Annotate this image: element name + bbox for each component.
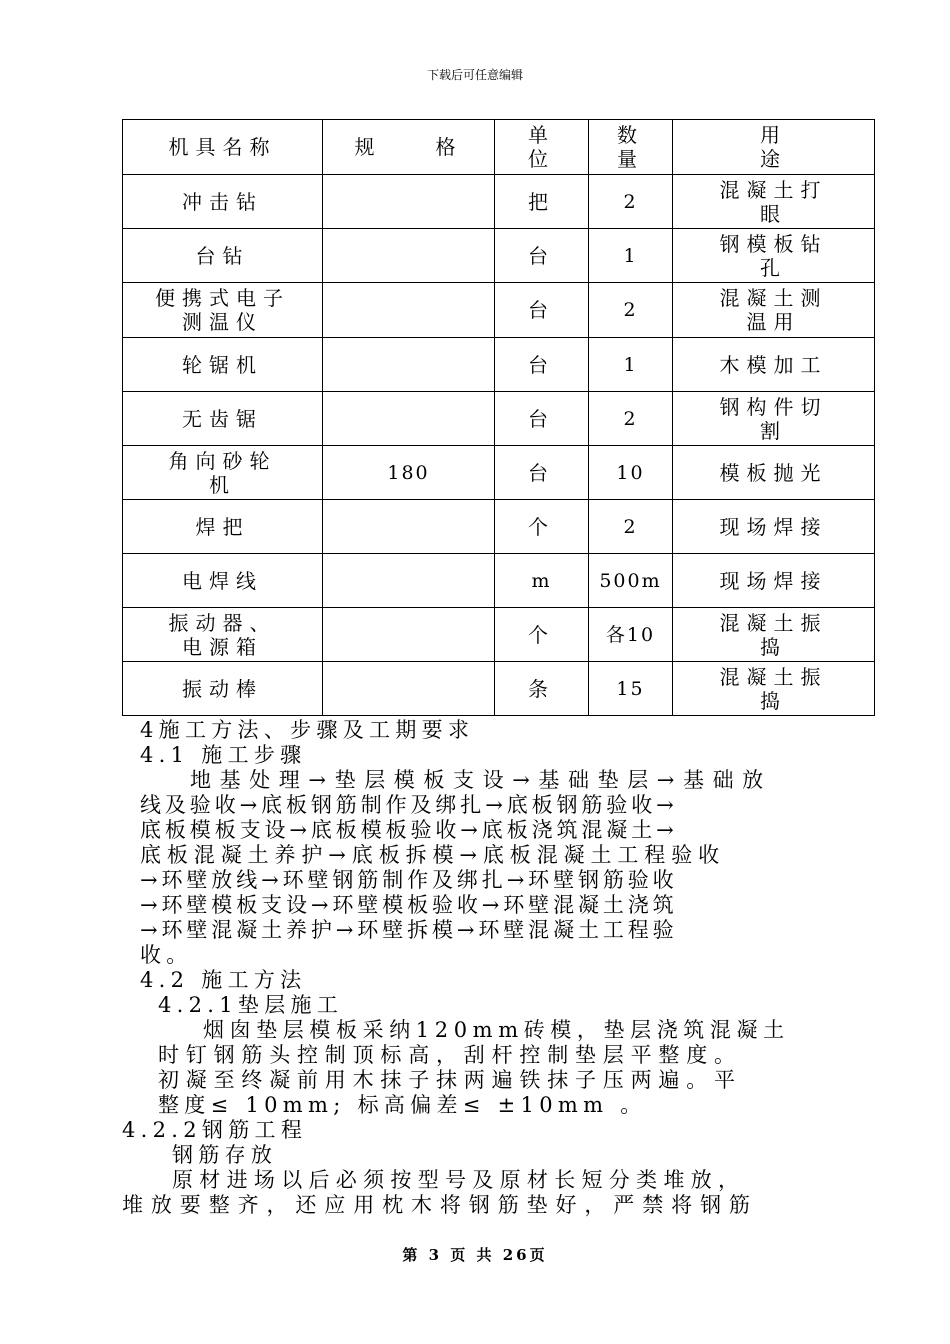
- spec-cell: [323, 283, 495, 338]
- paragraph-line: 时钉钢筋头控制顶标高，刮杆控制垫层平整度。: [158, 1043, 742, 1067]
- use-cell: 现场焊接: [673, 554, 875, 608]
- table-header-row: [123, 120, 875, 175]
- spec-cell: [323, 392, 495, 446]
- header-qty-cell: 数 量: [589, 120, 673, 175]
- use-cell: 混凝土打 眼: [673, 175, 875, 229]
- use-cell: 混凝土振 捣: [673, 662, 875, 716]
- table-row: [123, 175, 875, 229]
- qty-cell: 各10: [589, 608, 673, 662]
- paragraph-line: 地基处理→垫层模板支设→基础垫层→基础放: [190, 768, 772, 792]
- name-cell: 冲击钻: [123, 175, 323, 229]
- unit-cell: 个: [495, 500, 589, 554]
- table-row: [123, 283, 875, 338]
- paragraph-line: 收。: [140, 943, 193, 967]
- table-row: [123, 608, 875, 662]
- page-footer: 第 3 页 共 26页: [402, 1246, 548, 1264]
- unit-cell: 台: [495, 229, 589, 283]
- table-row: [123, 338, 875, 392]
- table-row: [123, 446, 875, 500]
- spec-cell: [323, 500, 495, 554]
- paragraph-line: 初凝至终凝前用木抹子抹两遍铁抹子压两遍。平: [158, 1068, 742, 1092]
- use-cell: 模板抛光: [673, 446, 875, 500]
- use-cell: 木模加工: [673, 338, 875, 392]
- section-heading-4-2-2: 4.2.2钢筋工程: [122, 1118, 308, 1142]
- paragraph-line: 底板混凝土养护→底板拆模→底板混凝土工程验收: [140, 843, 725, 867]
- table-row: [123, 662, 875, 716]
- spec-cell: [323, 554, 495, 608]
- equipment-table-body: [123, 120, 875, 716]
- paragraph-line: 堆放要整齐，还应用枕木将钢筋垫好，严禁将钢筋: [122, 1193, 758, 1217]
- unit-cell: 个: [495, 608, 589, 662]
- unit-cell: 台: [495, 283, 589, 338]
- qty-cell: 1: [589, 229, 673, 283]
- paragraph-line: →环壁混凝土养护→环壁拆模→环壁混凝土工程验: [140, 918, 678, 942]
- unit-cell: 台: [495, 338, 589, 392]
- spec-cell: [323, 662, 495, 716]
- qty-cell: 10: [589, 446, 673, 500]
- header-use-cell: 用 途: [673, 120, 875, 175]
- unit-cell: 把: [495, 175, 589, 229]
- name-cell: 电焊线: [123, 554, 323, 608]
- qty-cell: 1: [589, 338, 673, 392]
- name-cell: 角向砂轮 机: [123, 446, 323, 500]
- qty-cell: 2: [589, 392, 673, 446]
- table-row: [123, 500, 875, 554]
- section-heading-4-2-1: 4.2.1垫层施工: [158, 993, 344, 1017]
- unit-cell: 条: [495, 662, 589, 716]
- paragraph-line: 整度≤ 10mm; 标高偏差≤ ±10mm 。: [158, 1093, 647, 1117]
- section-heading-4-2: 4.2 施工方法: [140, 968, 307, 992]
- equipment-table: [122, 119, 875, 716]
- header-name-cell: 机具名称: [123, 120, 323, 175]
- table-row: [123, 229, 875, 283]
- use-cell: 混凝土振 捣: [673, 608, 875, 662]
- paragraph-line: 底板模板支设→底板模板验收→底板浇筑混凝土→: [140, 818, 678, 842]
- name-cell: 振动器、 电源箱: [123, 608, 323, 662]
- qty-cell: 15: [589, 662, 673, 716]
- name-cell: 无齿锯: [123, 392, 323, 446]
- name-cell: 轮锯机: [123, 338, 323, 392]
- use-cell: 混凝土测 温用: [673, 283, 875, 338]
- section-heading-4-1: 4.1 施工步骤: [140, 743, 307, 767]
- sub-heading: 钢筋存放: [172, 1143, 278, 1167]
- name-cell: 台钻: [123, 229, 323, 283]
- unit-cell: 台: [495, 392, 589, 446]
- use-cell: 钢构件切 割: [673, 392, 875, 446]
- header-unit-cell: 单 位: [495, 120, 589, 175]
- paragraph-line: →环壁模板支设→环壁模板验收→环壁混凝土浇筑: [140, 893, 678, 917]
- page-header: 下载后可任意编辑: [426, 68, 523, 82]
- spec-cell: 180: [323, 446, 495, 500]
- qty-cell: 2: [589, 283, 673, 338]
- name-cell: 便携式电子 测温仪: [123, 283, 323, 338]
- qty-cell: 2: [589, 175, 673, 229]
- table-row: [123, 554, 875, 608]
- spec-cell: [323, 608, 495, 662]
- spec-cell: [323, 175, 495, 229]
- qty-cell: 500m: [589, 554, 673, 608]
- qty-cell: 2: [589, 500, 673, 554]
- unit-cell: m: [495, 554, 589, 608]
- name-cell: 振动棒: [123, 662, 323, 716]
- use-cell: 钢模板钻 孔: [673, 229, 875, 283]
- spec-cell: [323, 229, 495, 283]
- paragraph-line: →环壁放线→环壁钢筋制作及绑扎→环壁钢筋验收: [140, 868, 678, 892]
- paragraph-line: 原材进场以后必须按型号及原材长短分类堆放，: [172, 1168, 746, 1192]
- header-spec-cell: 规 格: [323, 120, 495, 175]
- name-cell: 焊把: [123, 500, 323, 554]
- spec-cell: [323, 338, 495, 392]
- use-cell: 现场焊接: [673, 500, 875, 554]
- section-heading-4: 4施工方法、步骤及工期要求: [140, 718, 475, 742]
- unit-cell: 台: [495, 446, 589, 500]
- table-row: [123, 392, 875, 446]
- paragraph-line: 烟囱垫层模板采纳120mm砖模，垫层浇筑混凝土: [203, 1018, 790, 1042]
- paragraph-line: 线及验收→底板钢筋制作及绑扎→底板钢筋验收→: [140, 793, 678, 817]
